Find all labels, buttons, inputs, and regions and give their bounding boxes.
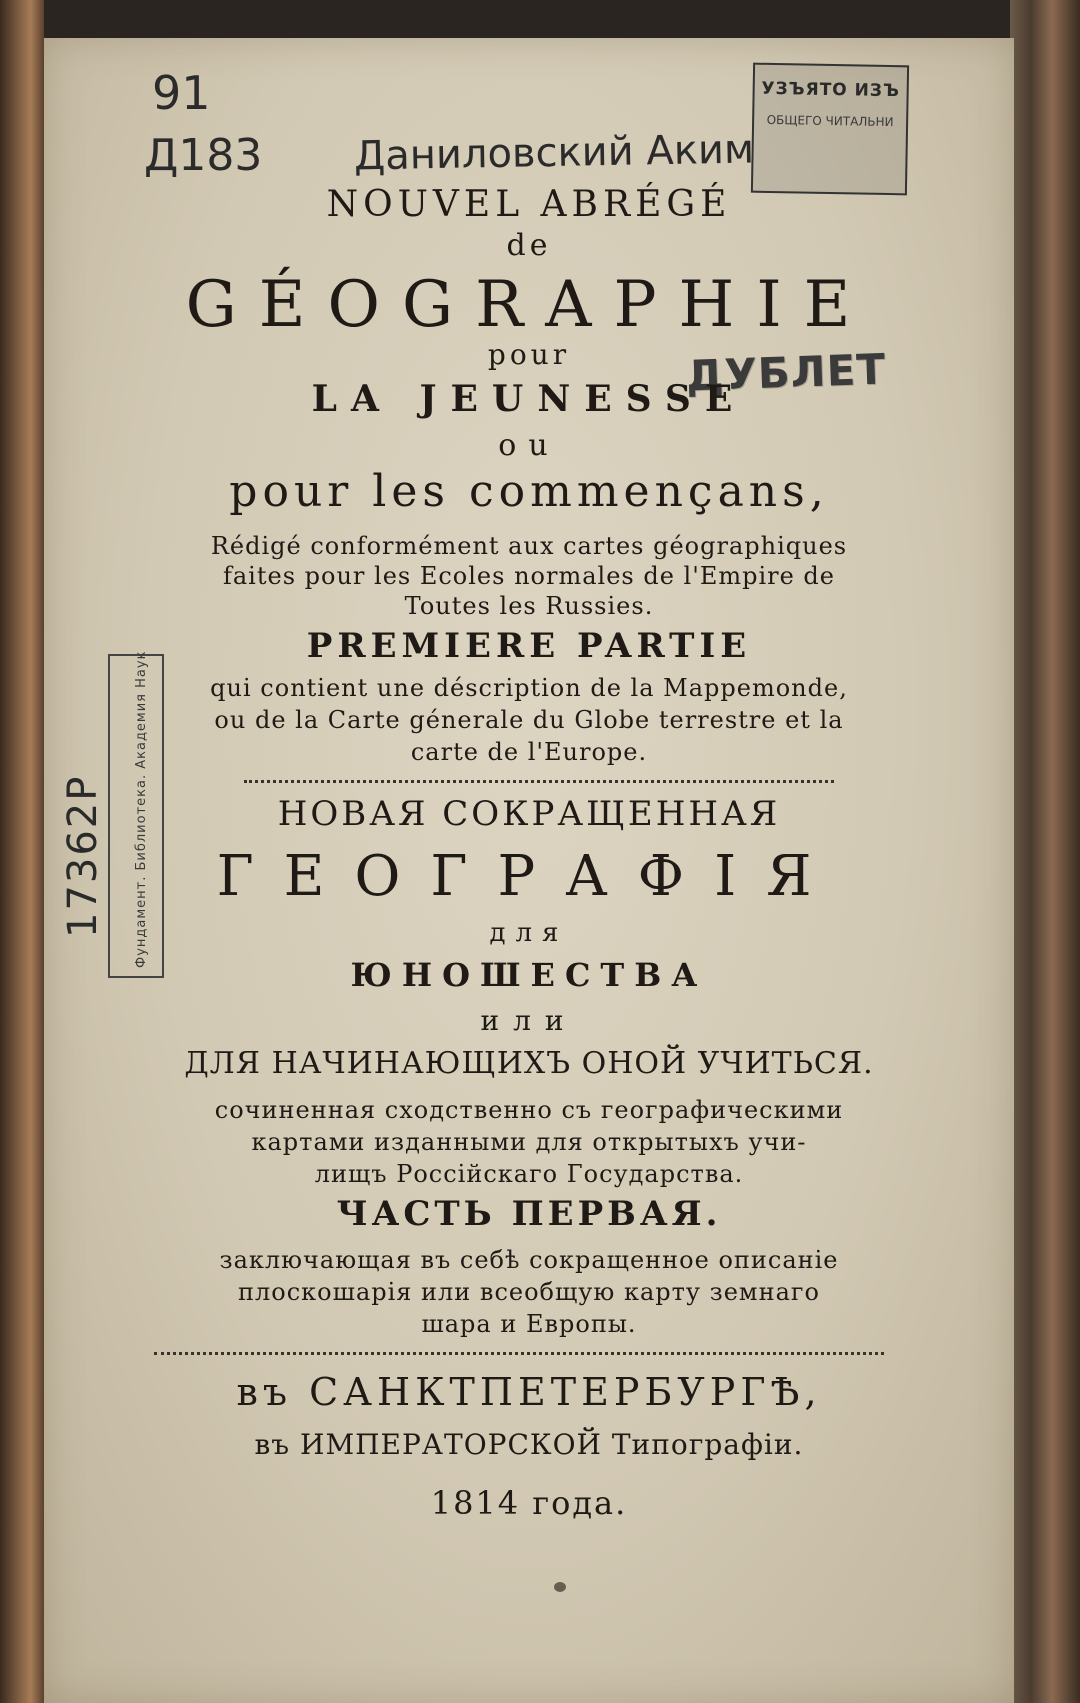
russian-title-geografiya: ГЕОГРАФІЯ <box>216 844 842 909</box>
russian-zakl-line-1: заключающая въ себѣ сокращенное описаніе <box>219 1246 839 1274</box>
ink-spot <box>554 1582 566 1592</box>
french-commencans: pour les commençans, <box>229 466 829 517</box>
shelf-number-stamp: 17362Р <box>60 774 106 938</box>
stamp-line-1: УЗЪЯТО ИЗЪ <box>761 78 901 102</box>
russian-ili: или <box>480 1004 578 1037</box>
french-pour: pour <box>487 338 571 371</box>
french-ou: ou <box>498 428 560 463</box>
french-desc-line-2: ou de la Carte génerale du Globe terrestre et la <box>214 706 844 734</box>
french-la-jeunesse: LA JEUNESSE <box>311 378 747 420</box>
french-desc-line-3: carte de l'Europe. <box>410 738 648 766</box>
ornamental-rule-2 <box>154 1352 884 1355</box>
russian-zakl-line-2: плоскошарія или всеобщую карту земнаго <box>238 1278 820 1306</box>
russian-sochinennaya-line-2: картами изданными для открытыхъ учи- <box>251 1128 807 1156</box>
library-side-stamp-text: Фундамент. Библиотека. Академия Наук <box>134 650 149 968</box>
title-page <box>44 38 1014 1703</box>
stamp-line-2: ОБЩЕГО ЧИТАЛЬНИ <box>766 112 894 130</box>
russian-yunoshestva: ЮНОШЕСТВА <box>350 956 708 994</box>
russian-dlya: для <box>489 918 569 948</box>
french-redige-line-2: faites pour les Ecoles normales de l'Empire de <box>222 562 835 590</box>
french-de: de <box>506 228 552 263</box>
imprint-press: въ ИМПЕРАТОРСКОЙ Типографіи. <box>254 1428 804 1461</box>
russian-sochinennaya-line-3: лищъ Россійскаго Государства. <box>314 1160 744 1188</box>
duplicate-stamp: ДУБЛЕТ <box>685 344 887 401</box>
ornamental-rule-1 <box>244 780 834 783</box>
russian-chast-pervaya: ЧАСТЬ ПЕРВАЯ. <box>336 1194 722 1234</box>
french-title-geographie: GÉOGRAPHIE <box>185 268 873 342</box>
french-redige-line-1: Rédigé conformément aux cartes géographiques <box>210 532 848 560</box>
french-desc-line-1: qui contient une déscription de la Mappemonde, <box>210 674 848 702</box>
book-spine-left <box>0 0 44 1703</box>
handwritten-owner-name: Даниловский Аким <box>353 126 755 180</box>
imprint-year: 1814 года. <box>430 1484 628 1522</box>
russian-title-line-1: НОВАЯ СОКРАЩЕННАЯ <box>277 794 781 834</box>
handwritten-shelf-code: Д183 <box>144 130 263 181</box>
french-redige-line-3: Toutes les Russies. <box>404 592 654 620</box>
book-spine-right <box>1010 0 1080 1703</box>
handwritten-number: 91 <box>152 66 211 120</box>
russian-nachinayushchikh: ДЛЯ НАЧИНАЮЩИХЪ ОНОЙ УЧИТЬСЯ. <box>184 1046 874 1081</box>
french-premiere-partie: PREMIERE PARTIE <box>306 626 752 666</box>
library-withdrawal-stamp <box>751 63 909 196</box>
imprint-city: въ САНКТПЕТЕРБУРГѢ, <box>236 1370 822 1414</box>
french-title-line-1: NOUVEL ABRÉGÉ <box>326 184 732 225</box>
russian-sochinennaya-line-1: сочиненная сходственно съ географическими <box>214 1096 844 1124</box>
russian-zakl-line-3: шара и Европы. <box>421 1310 637 1338</box>
